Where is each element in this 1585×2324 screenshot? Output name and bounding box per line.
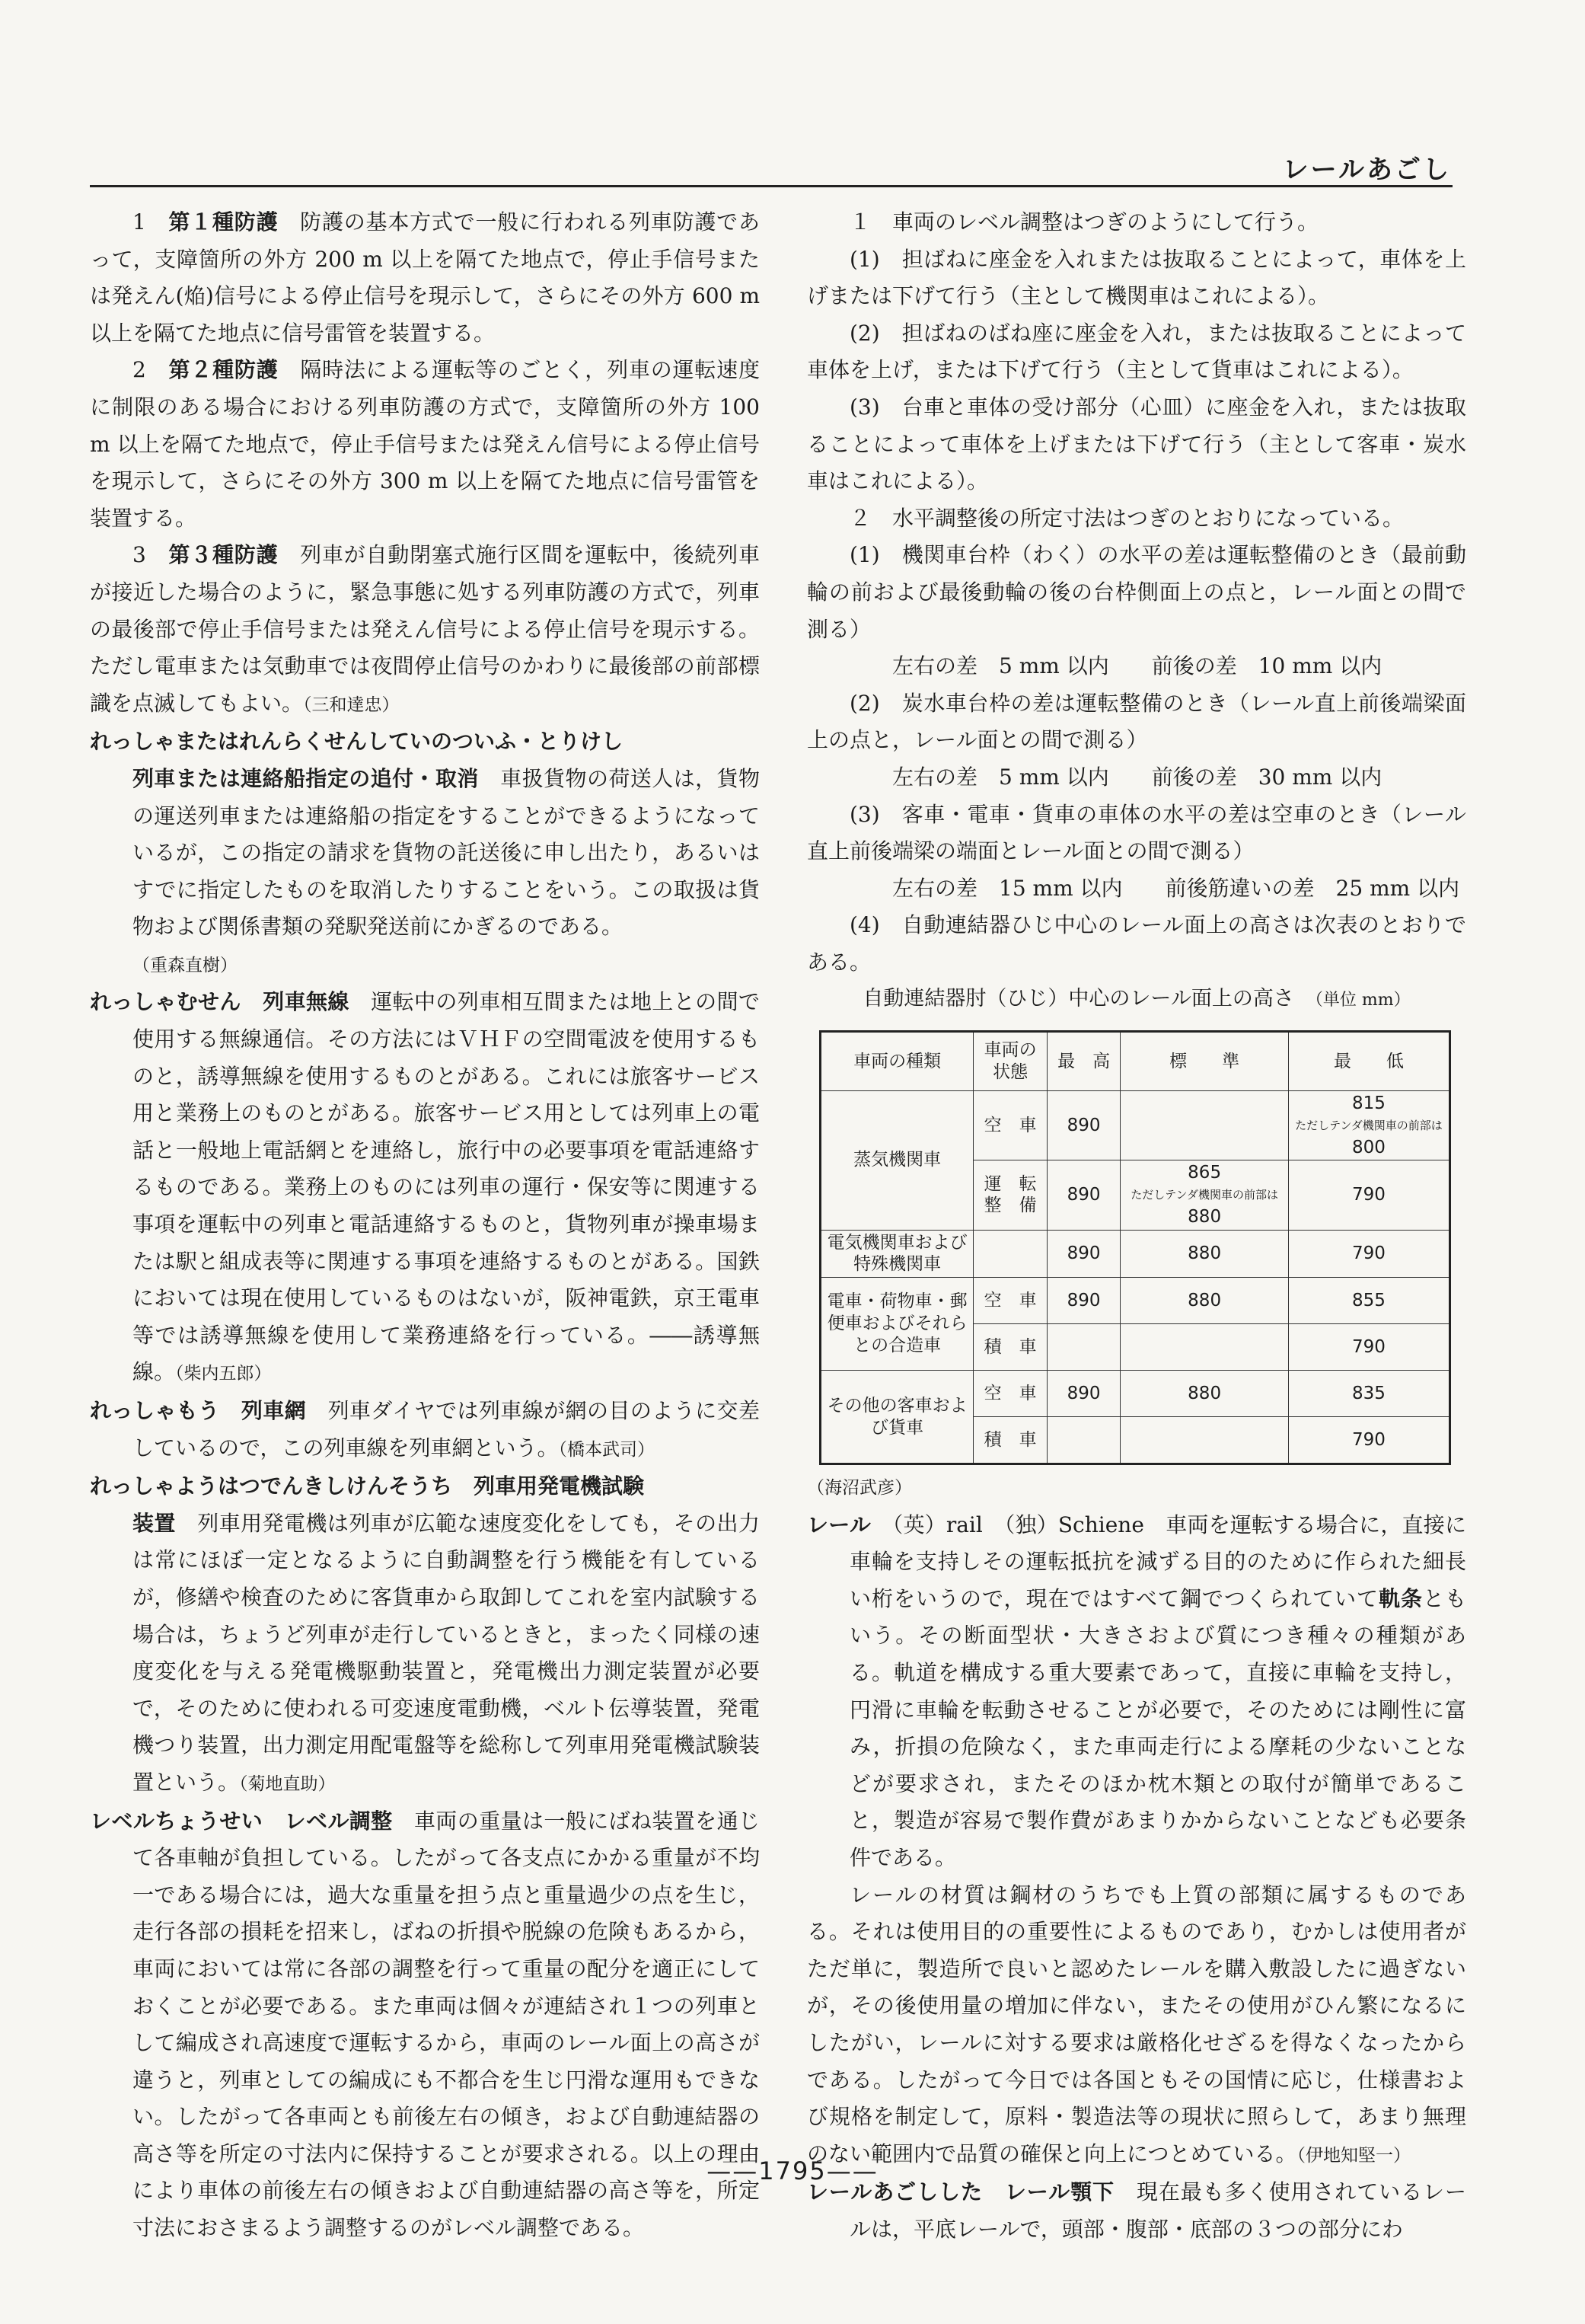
table-header-row — [821, 1032, 1450, 1091]
cell-std: 880 — [1121, 1278, 1289, 1324]
entry-headword: れっしゃむせん — [90, 989, 241, 1015]
author: （海沼武彦） — [807, 1478, 912, 1499]
author: （伊地知堅一） — [1296, 2145, 1411, 2166]
entry-ressha-shitei: れっしゃまたはれんらくせんしていのついふ・とりけし 列車または連絡船指定の追付・取消 車扱貨物の荷送人は，貨物の運送列車または連絡船の指定をすることができるようになっているが，この指定の請求を貨物の託送後に申し出たり，あるいはすでに指定したものを取消したりすることをいう。この取扱は貨物および関係書類の発駅発送前にかぎるのである。 （重森直樹） — [90, 729, 760, 975]
cell-max: 890 — [1047, 1278, 1121, 1324]
cell-min: 790 — [1288, 1160, 1449, 1230]
para-level-2: ２ 水平調整後の所定寸法はつぎのとおりになっている。 — [850, 505, 1405, 531]
table-row — [821, 1371, 1450, 1417]
entry-level-chousei: レベルちょうせい レベル調整 車両の重量は一般にばね装置を通じて各車軸が負担している。したがって各支点にかかる重量が不均一である場合には，過大な重量を担う点と重量過少の点を生じ，走行各部の損耗を招来し，ばねの折損や脱線の危険もあるから，車両においては常に各部の調整を行って重量の配分を適正にしておくことが必要である。また車両は個々が連結され１つの列車として編成され高速度で運転するから，車両のレール面上の高さが違うと，列車としての編成にも不都合を生じ円滑な運用もできない。したがって各車両とも前後左右の傾き，および自動連結器の高さ等を所定の寸法内に保持することが要求される。以上の理由により車体の前後左右の傾きおよび自動連結器の高さ等を，所定寸法におさまるよう調整するのがレベル調整である。 — [90, 1808, 760, 2241]
author: （三和達忠） — [303, 694, 400, 715]
cell-state: 空 車 — [974, 1278, 1048, 1324]
entry-headword: れっしゃまたはれんらくせんしていのついふ・とりけし — [90, 729, 623, 755]
para-level-1-2: (2) 担ばねのばね座に座金を入れ，または抜取ることによって車体を上げ，または下げて行う（主として貨車はこれによる）。 — [807, 320, 1466, 383]
header-rule — [90, 185, 1453, 187]
entry-hatsudenki-shiken: れっしゃようはつでんきしけんそうち 列車用発電機試験 装置 列車用発電機は列車が広範な速度変化をしても，その出力は常にほぼ一定となるように自動調整を行う機能を有しているが，修繕や検査のために客貨車から取卸してこれを室内試験する場合は，ちょうど列車が走行しているときと，まったく同様の速度変化を与える発電機駆動装置と，発電機出力測定装置が必要で，そのために使われる可変速度電動機，ベルト伝導装置，発電機つり装置，出力測定用配電盤等を総称して列車用発電機試験装置という。（菊地直助） — [90, 1473, 760, 1795]
cell-min: 790 — [1288, 1230, 1449, 1278]
cell-min: 790 — [1288, 1417, 1449, 1464]
table-row — [821, 1230, 1450, 1278]
para-level-2-2: (2) 炭水車台枠の差は運転整備のとき（レール直上前後端梁面上の点と，レール面との間で測る） — [807, 690, 1466, 753]
cell-note: ただしテンダ機関車の前部は — [1295, 1118, 1443, 1132]
left-column — [90, 204, 760, 2247]
cell-state: 運 転整 備 — [974, 1160, 1048, 1230]
cell-state: 積 車 — [974, 1324, 1048, 1371]
th-state: 車両の状態 — [974, 1032, 1048, 1091]
cell-state: 空 車 — [974, 1091, 1048, 1160]
cell-state: 空 車 — [974, 1371, 1048, 1417]
th-max: 最 高 — [1047, 1032, 1121, 1091]
para-level-1-3: (3) 台車と車体の受け部分（心皿）に座金を入れ，または抜取ることによって車体を上げまたは下げて行う（主として客車・炭水車はこれによる）。 — [807, 394, 1466, 494]
cell-std — [1121, 1324, 1289, 1371]
entry-headword: レール — [807, 1512, 872, 1537]
entry-ressha-mou: れっしゃもう 列車網 列車ダイヤでは列車線が網の目のように交差しているので，この列車線を列車網という。（橋本武司） — [90, 1398, 760, 1460]
cell-std — [1121, 1417, 1289, 1464]
para-level-2-1: (1) 機関車台枠（わく）の水平の差は運転整備のとき（最前動輪の前および最後動輪の後の台枠側面上の点と，レール面との間で測る） — [807, 542, 1466, 642]
cell-min: 790 — [1288, 1324, 1449, 1371]
cell-std: 865 ただしテンダ機関車の前部は 880 — [1121, 1160, 1289, 1230]
author: （橋本武司） — [558, 1439, 655, 1460]
para-level-2-3: (3) 客車・電車・貨車の車体の水平の差は空車のとき（レール直上前後端梁の端面とレール面との間で測る） — [807, 801, 1466, 864]
table-unit: （単位 mm） — [1314, 991, 1411, 1010]
cell-type: その他の客車および貨車 — [821, 1371, 974, 1464]
cell-max: 890 — [1047, 1371, 1121, 1417]
cell-note: ただしテンダ機関車の前部は — [1131, 1187, 1278, 1202]
para-protection-1: 1 第１種防護 防護の基本方式で一般に行われる列車防護であって，支障箇所の外方 200 m 以上を隔てた地点で，停止手信号または発えん(焔)信号による停止信号を現示して，さらにその外方 600 m 以上を隔てた地点に信号雷管を装置する。 — [90, 209, 760, 346]
cell-max — [1047, 1417, 1121, 1464]
coupler-height-table — [819, 1030, 1451, 1465]
cell-max: 890 — [1047, 1160, 1121, 1230]
para-level-1-1: (1) 担ばねに座金を入れまたは抜取ることによって，車体を上げまたは下げて行う（主として機関車はこれによる）。 — [807, 246, 1466, 309]
cell-min: 835 — [1288, 1371, 1449, 1417]
cell-max — [1047, 1324, 1121, 1371]
table-row — [821, 1278, 1450, 1324]
th-std: 標 準 — [1121, 1032, 1289, 1091]
right-column — [807, 204, 1466, 2249]
tolerance-line: 左右の差 5 mm 以内 前後の差 30 mm 以内 — [892, 764, 1382, 790]
entry-rail-agoshita: レールあごしした レール顎下 現在最も多く使用されているレールは，平底レールで，頭部・腹部・底部の３つの部分にわ — [807, 2179, 1466, 2242]
entry-headword: れっしゃようはつでんきしけんそうち — [90, 1473, 453, 1499]
entry-headword: レールあごしした — [807, 2179, 983, 2205]
table-row — [821, 1091, 1450, 1160]
cell-std: 880 — [1121, 1230, 1289, 1278]
cell-std: 880 — [1121, 1371, 1289, 1417]
cell-std — [1121, 1091, 1289, 1160]
th-type: 車両の種類 — [821, 1032, 974, 1091]
page-number: ——1795—— — [706, 2156, 879, 2185]
entry-headword: レベルちょうせい — [90, 1808, 263, 1834]
tolerance-line: 左右の差 5 mm 以内 前後の差 10 mm 以内 — [892, 653, 1382, 679]
para-level-1: １ 車両のレベル調整はつぎのようにして行う。 — [850, 209, 1319, 235]
cell-min: 815 ただしテンダ機関車の前部は 800 — [1288, 1091, 1449, 1160]
running-head: レールあごし — [1282, 155, 1451, 185]
entry-headword: れっしゃもう — [90, 1398, 220, 1423]
author: （柴内五郎） — [175, 1364, 272, 1384]
para-rail-material: レールの材質は鋼材のうちでも上質の部類に属するものである。それは使用目的の重要性によるものであり，むかしは使用者がただ単に，製造所で良いと認めたレールを購入敷設したに過ぎないが，その後使用量の増加に伴ない，またその使用がひん繁になるにしたがい，レールに対する要求は厳格化せざるを得なくなったからである。したがって今日では各国ともその国情に応じ，仕様書および規格を制定して，原料・製造法等の現状に照らして，あまり無理のない範囲内で品質の確保と向上につとめている。（伊地知堅一） — [807, 1882, 1466, 2166]
entry-ressha-musen: れっしゃむせん 列車無線 運転中の列車相互間または地上との間で使用する無線通信。その方法にはＶＨＦの空間電波を使用するものと，誘導無線を使用するものとがある。これには旅客サービス用と業務上のものとがある。旅客サービス用としては列車上の電話と一般地上電話網とを連絡し，旅行中の必要事項を電話連絡するものである。業務上のものには列車の運行・保安等に関連する事項を運転中の列車と電話連絡するものと，貨物列車が操車場または駅と組成表等に関連する事項を連絡するものとがある。国鉄においては現在使用しているものはないが，阪神電鉄，京王電車等では誘導無線を使用して業務連絡を行っている。――誘導無線。（柴内五郎） — [90, 989, 760, 1385]
para-level-2-4: (4) 自動連結器ひじ中心のレール面上の高さは次表のとおりである。 — [807, 912, 1466, 975]
cell-max: 890 — [1047, 1230, 1121, 1278]
author: （菊地直助） — [239, 1773, 336, 1794]
author: （重森直樹） — [132, 955, 238, 975]
table-caption: 自動連結器肘（ひじ）中心のレール面上の高さ （単位 mm） — [863, 987, 1411, 1011]
cell-min: 855 — [1288, 1278, 1449, 1324]
para-protection-2: 2 第２種防護 隔時法による運転等のごとく，列車の運転速度に制限のある場合における列車防護の方式で，支障箇所の外方 100 m 以上を隔てた地点で，停止手信号または発えん信号による停止信号を現示して，さらにその外方 300 m 以上を隔てた地点に信号雷管を装置する。 — [90, 357, 760, 531]
para-protection-3: 3 第３種防護 列車が自動閉塞式施行区間を運転中，後続列車が接近した場合のように，緊急事態に処する列車防護の方式で，列車の最後部で停止手信号または発えん信号による停止信号を現示する。ただし電車または気動車では夜間停止信号のかわりに最後部の前部標識を点滅してもよい。（三和達忠） — [90, 542, 760, 716]
entry-rail: レール （英）rail （独）Schiene 車両を運転する場合に，直接に車輪を支持しその運転抵抗を減ずる目的のために作られた細長い桁をいうので，現在ではすべて鋼でつくられていて軌条ともいう。その断面型状・大きさおよび質につき種々の種類がある。軌道を構成する重大要素であって，直接に車輪を支持し，円滑に車輪を転動させることが必要で，そのためには剛性に富み，折損の危険なく，また車両走行による摩耗の少ないことなどが要求され，またそのほか枕木類との取付が簡単であること，製造が容易で製作費があまりかからないことなども必要条件である。 — [807, 1512, 1466, 1870]
cell-type: 電車・荷物車・郵便車およびそれらとの合造車 — [821, 1278, 974, 1371]
cell-max: 890 — [1047, 1091, 1121, 1160]
tolerance-line: 左右の差 15 mm 以内 前後筋違いの差 25 mm 以内 — [892, 875, 1460, 901]
cell-type: 電気機関車および特殊機関車 — [821, 1230, 974, 1278]
th-min: 最 低 — [1288, 1032, 1449, 1091]
cell-state: 積 車 — [974, 1417, 1048, 1464]
cell-state — [974, 1230, 1048, 1278]
cell-type: 蒸気機関車 — [821, 1091, 974, 1231]
